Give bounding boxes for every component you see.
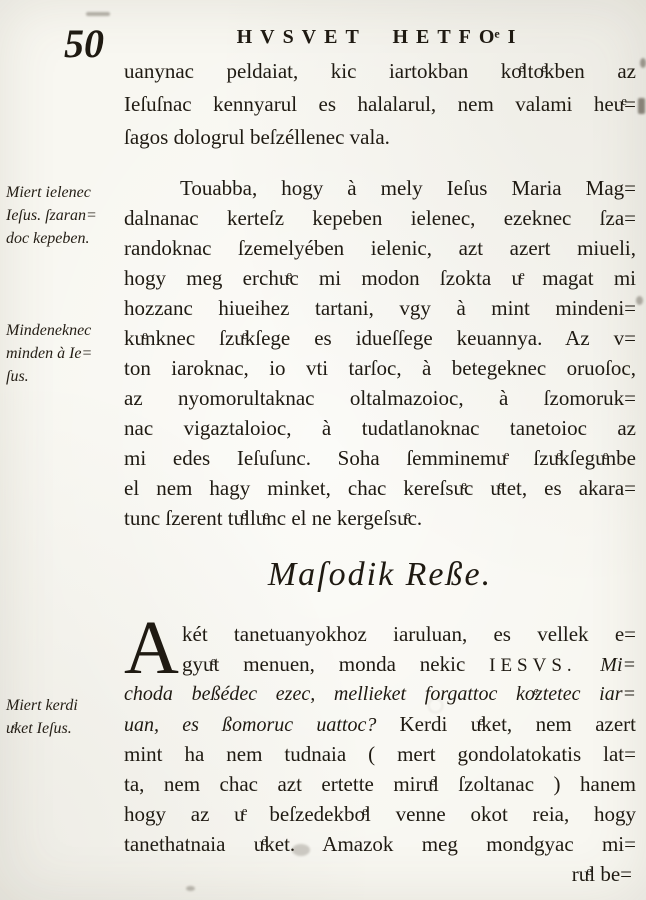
text-line: Ieſuſnac kennyarul es halalarul, nem valami heuͤ= [124,92,636,116]
paragraph-touabba [124,173,636,533]
ink-speck [636,296,643,305]
text-line: mi edes Ieſuſunc. Soha ſemminemuͤ ſzuͤkſeguͤnbe [124,446,636,470]
margin-note-line: Ieſus. ſzaran= [6,207,97,224]
text-segment-italic: uan, es ßomoruc uattoc? [124,714,400,736]
margin-note-why-jesus-asks [6,694,122,740]
text-line: ton iaroknac, io vti tarſoc, à betegeknec oruoſoc, [124,356,636,380]
ink-speck [186,886,195,891]
text-line: hogy meg erchuͤc mi modon ſzokta uͤ magat mi [124,266,636,290]
margin-note-line: doc kepeben. [6,230,90,247]
text-column [64,0,636,889]
text-line: két tanetuanyokhoz iaruluan, es vellek e= [182,622,636,646]
section-heading: Maſodik Reße. [267,556,493,593]
text-line: el nem hagy minket, chac kereſsuͤc uͤtet, es akara= [124,476,636,500]
text-line [124,709,636,739]
margin-note-why-jesus-appears [6,181,122,250]
text-line: nac vigaztaloioc, à tudatlanoknac tanetoioc az [124,416,636,440]
text-segment: Kerdi uͤket, nem azert [399,712,636,736]
ink-smudge [292,844,310,856]
text-line: dalnanac kerteſz kepeben ielenec, ezeknec ſza= [124,206,636,230]
page-number: 50 [64,21,104,66]
text-line: az nyomorultaknac oltalmazoioc, à ſzomoruk= [124,386,636,410]
ink-speck [640,58,646,68]
catchword: ruͤl be= [571,862,632,886]
text-line: kuͤnknec ſzuͤkſege es idueſſege keuannya. Az v= [124,326,636,350]
text-line [124,649,636,679]
paragraph-second-part [124,606,636,859]
ink-speck [638,98,645,114]
text-line: tunc ſzerent tuͤlluͤnc el ne kergeſsuͤc. [124,506,423,530]
text-line: randoknac ſzemelyében ielenic, azt azert miueli, [124,236,636,260]
text-line-italic: choda beßédec ezec, mellieket forgattoc koͤztetec iar= [124,683,636,705]
drop-cap: A [124,606,179,690]
text-line: mint ha nem tudnaia ( mert gondolatokatis lat= [124,742,636,766]
margin-note-line: uͤket Ieſus. [6,720,72,737]
text-line: ſagos dologrul beſzéllenec vala. [124,125,390,149]
margin-note-line: Mindeneknec [6,322,92,339]
margin-note-jesus-all-to-all [6,319,122,388]
ink-ring-smudge [428,698,443,713]
margin-note-line: Miert kerdi [6,697,78,714]
text-line: Touabba, hogy à mely Ieſus Maria Mag= [180,176,636,200]
text-line: ta, nem chac azt ertette miruͤl ſzoltanac ) hanem [124,772,636,796]
text-line: tanethatnaia uͤket. Amazok meg mondgyac mi= [124,832,636,856]
text-line: uanynac peldaiat, kic iartokban koͤltoͤkben az [124,59,636,83]
text-line: hogy az uͤ beſzedekboͤl venne okot reia, hogy [124,802,636,826]
ink-speck [86,12,110,16]
margin-note-line: ſus. [6,368,29,385]
text-segment: gyuͤt menuen, monda nekic [182,652,490,676]
text-line: hozzanc hiueihez tartani, vgy à mint mindeni= [124,296,636,320]
margin-note-line: Miert ielenec [6,184,91,201]
jesus-spaced-caps: IESVS. [489,655,577,676]
margin-note-line: minden à Ie= [6,345,93,362]
running-title: HVSVET HETFOͤI [236,26,524,48]
paragraph-continuation [124,55,636,154]
text-segment-italic: Mi= [576,654,636,676]
